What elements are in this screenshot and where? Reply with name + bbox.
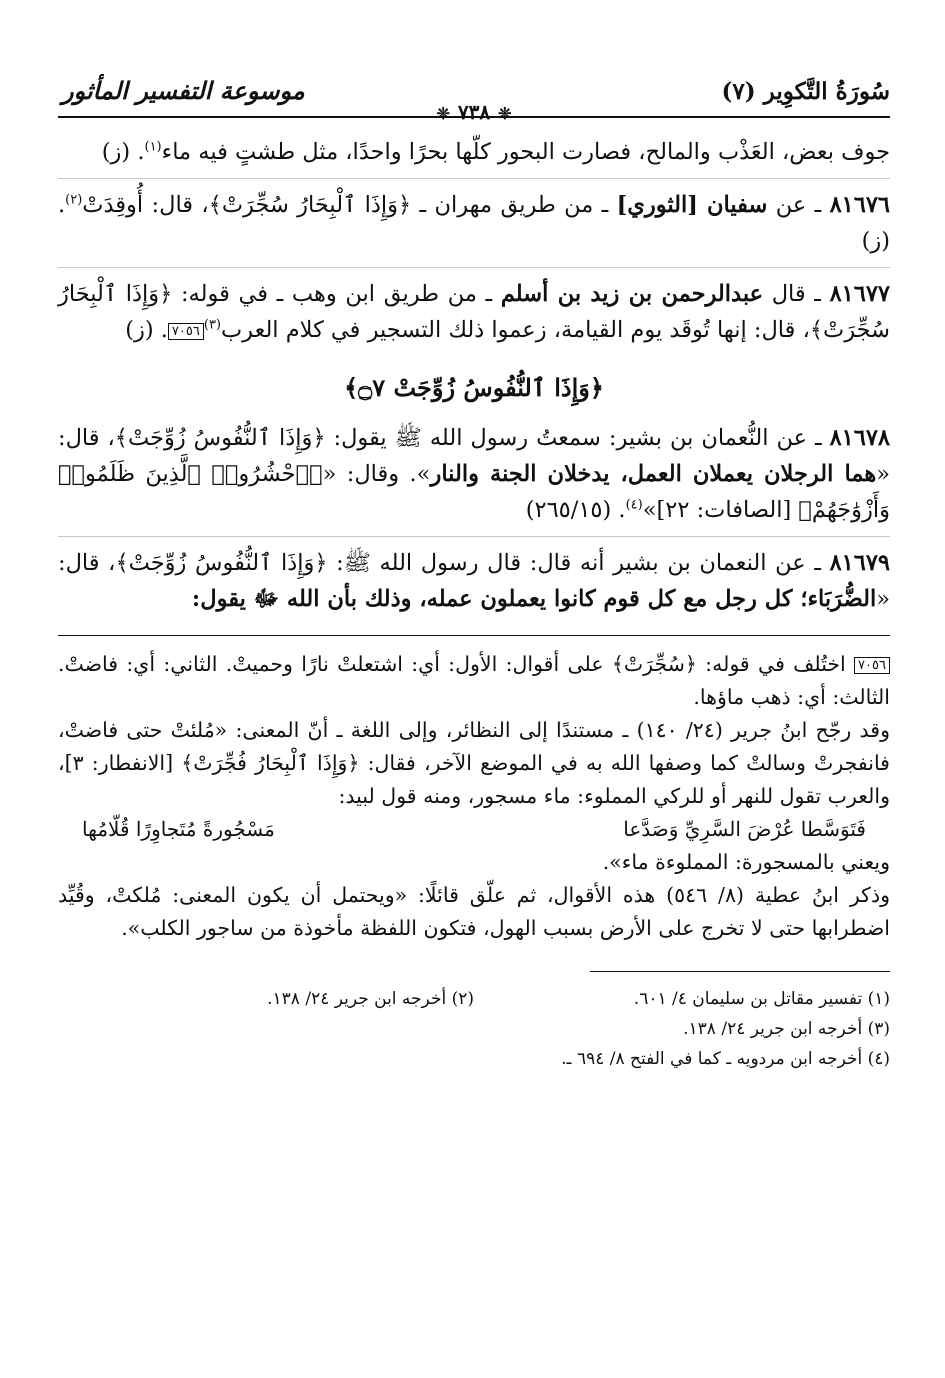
narration-number: ٨١٦٧٨ xyxy=(829,425,890,451)
commentary-ref[interactable]: ٧٠٥٦ xyxy=(168,323,204,340)
page-number: ❊٧٣٨❊ xyxy=(58,100,890,124)
narration-81679: ٨١٦٧٩ ـ عن النعمان بن بشير أنه قال: قال رسول الله ﷺ: ﴿وَإِذَا ٱلنُّفُوسُ زُوِّجَتْ﴾، قال: «الضُّرَبَاء؛ كل رجل مع كل قوم كانوا يعملون عمله، وذلك بأن الله ﷻ يقول: xyxy=(58,550,890,612)
page-header xyxy=(58,60,890,124)
footnote-ref[interactable]: (٣) xyxy=(203,317,221,333)
commentary-number: ٧٠٥٦ xyxy=(854,657,890,674)
paragraph: جوف بعض، العَذْب والمالح، فصارت البحور كلّها بحرًا واحدًا، مثل طشتٍ فيه ماء$^{(١)}$. (ز) xyxy=(101,139,890,165)
divider xyxy=(58,178,890,179)
narration-number: ٨١٦٧٧ xyxy=(829,281,891,307)
narration-81677: ٨١٦٧٧ ـ قال عبدالرحمن بن زيد بن أسلم ـ من طريق ابن وهب ـ في قوله: ﴿وَإِذَا ٱلْبِحَارُ سُجِّرَتْ﴾، قال: إنها تُوقَد يوم القيامة، زعموا ذلك التسجير في كلام العرب$^{(٣)}$٧٠٥٦. (ز) xyxy=(58,281,891,343)
footnote-4: (٤) أخرجه ابن مردويه ـ كما في الفتح ٨/ ٦٩٤ ـ. xyxy=(561,1049,890,1069)
footnote-1: (١) تفسير مقاتل بن سليمان ٤/ ٦٠١. xyxy=(633,989,890,1009)
commentary-line: ويعني بالمسجورة: المملوءة ماء». xyxy=(602,850,890,874)
footnote-ref[interactable]: (٢) xyxy=(65,192,83,208)
narration-number: ٨١٦٧٦ xyxy=(829,192,891,218)
surah-title: سُورَةُ التَّكوِير (٧) xyxy=(721,78,890,105)
verse-second-half: مَسْجُورةً مُتَجاوِرًا قُلّامُها xyxy=(82,817,275,841)
narrator: عبدالرحمن بن زيد بن أسلم xyxy=(500,281,764,307)
commentary xyxy=(58,648,890,945)
footnote-2: (٢) أخرجه ابن جرير ٢٤/ ١٣٨. xyxy=(267,989,474,1009)
footnotes xyxy=(58,984,890,1074)
main-text xyxy=(58,134,890,1074)
book-title: موسوعة التفسير المأثور xyxy=(62,76,305,105)
commentary-line: وذكر ابنُ عطية (٨/ ٥٤٦) هذه الأقوال، ثم علّق قائلًا: «ويحتمل أن يكون المعنى: مُلكتْ، وقُيِّد اضطرابها حتى لا تخرج على الأرض بسبب الهول، فتكون اللفظة مأخوذة من ساجور الكلب». xyxy=(58,883,890,940)
divider xyxy=(58,536,890,537)
commentary-line: وقد رجّح ابنُ جرير (٢٤/ ١٤٠) ـ مستندًا إلى النظائر، وإلى اللغة ـ أنّ المعنى: «مُلئتْ حتى فاضتْ، فانفجرتْ وسالتْ كما وصفها الله به في الموضع الآخر، فقال: ﴿وَإِذَا ٱلْبِحَارُ فُجِّرَتْ﴾ [الانفطار: ٣]، والعرب تقول للنهر أو للركي المملوء: ماء مسجور، ومنه قول لبيد: xyxy=(58,718,890,808)
commentary-rule xyxy=(58,635,890,636)
hadith-text: هما الرجلان يعملان العمل، يدخلان الجنة والنار xyxy=(430,461,877,487)
divider xyxy=(58,267,890,268)
footnote-rule xyxy=(590,971,890,972)
commentary-line: ٧٠٥٦ اختُلف في قوله: ﴿سُجِّرَتْ﴾ على أقوال: الأول: أي: اشتعلتْ نارًا وحميتْ. الثاني: أي: فاضتْ. الثالث: أي: ذهب ماؤها. xyxy=(58,652,890,709)
footnote-3: (٣) أخرجه ابن جرير ٢٤/ ١٣٨. xyxy=(683,1019,890,1039)
narration-number: ٨١٦٧٩ xyxy=(829,550,890,576)
ornament-icon: ❊ xyxy=(436,104,450,123)
footnote-ref[interactable]: (٤) xyxy=(625,497,643,513)
poetry-verse xyxy=(58,813,890,846)
page xyxy=(58,60,890,1074)
narration-81676: ٨١٦٧٦ ـ عن سفيان [الثوري] ـ من طريق مهران ـ ﴿وَإِذَا ٱلْبِحَارُ سُجِّرَتْ﴾، قال: أُوقِدَتْ$^{(٢)}$. (ز) xyxy=(58,192,891,254)
verse-first-half: فَتَوَسَّطا عُرْضَ السَّرِيِّ وَصَدَّعا xyxy=(623,817,866,841)
header-rule xyxy=(58,116,890,118)
ayah-heading: ﴿وَإِذَا ٱلنُّفُوسُ زُوِّجَتْ ۝٧﴾ xyxy=(344,373,604,402)
ornament-icon: ❊ xyxy=(498,104,512,123)
footnote-ref[interactable]: (١) xyxy=(144,139,162,155)
narration-81678: ٨١٦٧٨ ـ عن النُّعمان بن بشير: سمعتُ رسول الله ﷺ يقول: ﴿وَإِذَا ٱلنُّفُوسُ زُوِّجَتْ﴾، قال: «هما الرجلان يعملان العمل، يدخلان الجنة والنار». وقال: «﴿ٱحْشُرُوا۟ ٱلَّذِينَ ظَلَمُوا۟ وَأَزْوَٰجَهُمْ﴾ [الصافات: ٢٢]»$^{(٤)}$. (٢٦٥/١٥) xyxy=(58,425,890,523)
narrator: سفيان [الثوري] xyxy=(616,192,768,218)
hadith-text: الضُّرَبَاء؛ كل رجل مع كل قوم كانوا يعملون عمله، وذلك بأن الله ﷻ يقول: xyxy=(191,586,877,612)
